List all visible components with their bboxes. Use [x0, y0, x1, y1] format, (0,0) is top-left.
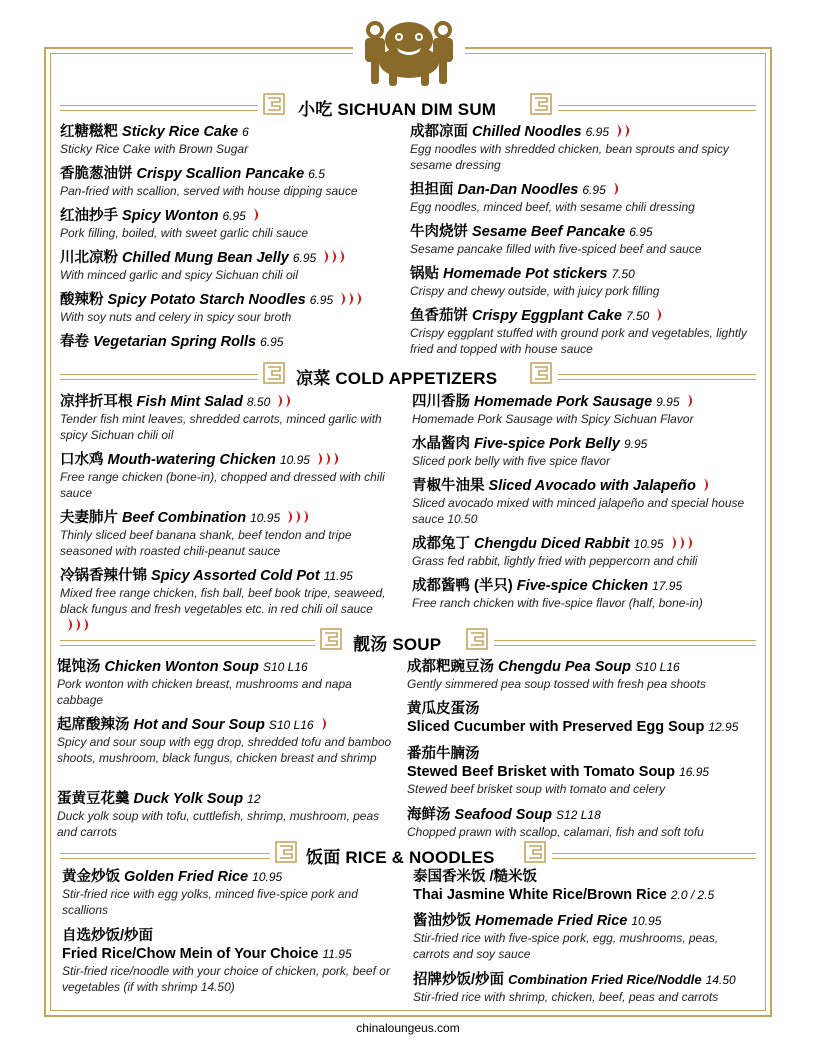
chili-pepper-icon [339, 249, 346, 264]
chili-pepper-icon [321, 716, 328, 731]
menu-item: 水晶酱肉 Five-spice Pork Belly 9.95 Sliced pork belly with five spice flavor [412, 436, 648, 468]
menu-item: 鱼香茄饼 Crispy Eggplant Cake 7.50 Crispy eggplant stuffed with ground pork and vegetables, lightly fried and topped with house sauce [410, 308, 747, 356]
chili-pepper-icon [325, 451, 332, 466]
spicy-level [320, 716, 328, 734]
section-title: 饭面 RICE & NOODLES [306, 848, 495, 867]
chili-pepper-icon [687, 393, 694, 408]
chili-pepper-icon [348, 291, 355, 306]
restaurant-logo [353, 10, 465, 90]
chili-pepper-icon [656, 307, 663, 322]
section-header-dim-sum [60, 95, 756, 119]
ornament-icon [466, 628, 488, 650]
ornament-icon [275, 841, 297, 863]
menu-item: 黄瓜皮蛋汤 Sliced Cucumber with Preserved Egg Soup 12.95 [407, 701, 739, 735]
chili-pepper-icon [356, 291, 363, 306]
menu-item: 夫妻肺片 Beef Combination 10.95 Thinly sliced beef banana shank, beef tendon and tripe seasoned with roasted chili-peanut sauce [60, 510, 352, 558]
menu-item: 成都粑豌豆汤 Chengdu Pea Soup S10 L16 Gently simmered pea soup tossed with fresh pea shoots [407, 659, 706, 691]
chili-pepper-icon [323, 249, 330, 264]
chili-pepper-icon [616, 123, 623, 138]
menu-item: 凉拌折耳根 Fish Mint Salad 8.50 Tender fish mint leaves, shredded carrots, minced garlic with spicy Sichuan chili oil [60, 394, 382, 442]
chili-pepper-icon [333, 451, 340, 466]
section-title: 凉菜 COLD APPETIZERS [296, 369, 498, 388]
menu-item: 成都凉面 Chilled Noodles 6.95 Egg noodles with shredded chicken, bean sprouts and spicy sesame dressing [410, 124, 729, 172]
menu-item: 成都兔丁 Chengdu Diced Rabbit 10.95 Grass fed rabbit, lightly fried with peppercorn and chili [412, 536, 698, 568]
chili-pepper-icon [624, 123, 631, 138]
chili-pepper-icon [340, 291, 347, 306]
spicy-level [322, 249, 346, 267]
menu-item: 担担面 Dan-Dan Noodles 6.95 Egg noodles, minced beef, with sesame chili dressing [410, 182, 695, 214]
ornament-icon [263, 93, 285, 115]
menu-item: 春卷 Vegetarian Spring Rolls 6.95 [60, 334, 284, 350]
spicy-level [316, 451, 340, 469]
menu-item: 成都酱鸭 (半只) Five-spice Chicken 17.95 Free ranch chicken with five-spice flavor (half, bone-in) [412, 578, 703, 610]
menu-item: 冷锅香辣什锦 Spicy Assorted Cold Pot 11.95 Mixed free range chicken, fish ball, beef book tripe, seaweed, black fungus and fresh vegetables etc. in red chili oil sauce [60, 567, 400, 634]
chili-pepper-icon [295, 509, 302, 524]
menu-item: 起席酸辣汤 Hot and Sour Soup S10 L16 Spicy and sour soup with egg drop, shredded tofu and bamboo shoots, mushroom, black fungus, chicken breast and shrimp [57, 717, 392, 765]
ornament-icon [530, 93, 552, 115]
spicy-level [670, 535, 694, 553]
spicy-level [615, 123, 631, 141]
chili-pepper-icon [679, 535, 686, 550]
lion-dance-logo-icon [353, 10, 465, 90]
spicy-level [686, 393, 694, 411]
menu-item: 酱油炒饭 Homemade Fried Rice 10.95 Stir-fried rice with five-spice pork, egg, mushrooms, peas, carrots and soy sauce [413, 913, 719, 961]
chili-pepper-icon [703, 477, 710, 492]
menu-item: 馄饨汤 Chicken Wonton Soup S10 L16 Pork wonton with chicken breast, mushrooms and napa cabbage [57, 659, 352, 707]
menu-item: 青椒牛油果 Sliced Avocado with Jalapeño Sliced avocado mixed with minced jalapeño and special house sauce 10.50 [412, 478, 745, 526]
chili-pepper-icon [277, 393, 284, 408]
chili-pepper-icon [613, 181, 620, 196]
chili-pepper-icon [287, 509, 294, 524]
section-header-rice-noodles [60, 843, 756, 867]
website-footer: chinaloungeus.com [356, 1021, 460, 1035]
spicy-level [702, 477, 710, 495]
menu-item: 海鲜汤 Seafood Soup S12 L18 Chopped prawn with scallop, calamari, fish and soft tofu [407, 807, 704, 839]
chili-pepper-icon [285, 393, 292, 408]
chili-pepper-icon [331, 249, 338, 264]
spicy-level [612, 181, 620, 199]
chili-pepper-icon [671, 535, 678, 550]
menu-item: 牛肉烧饼 Sesame Beef Pancake 6.95 Sesame pancake filled with five-spiced beef and sauce [410, 224, 702, 256]
chili-pepper-icon [75, 617, 82, 632]
ornament-icon [263, 362, 285, 384]
spicy-level [286, 509, 310, 527]
menu-item: 蛋黄豆花羹 Duck Yolk Soup 12 Duck yolk soup with tofu, cuttlefish, shrimp, mushroom, peas and carrots [57, 791, 380, 839]
menu-item: 四川香肠 Homemade Pork Sausage 9.95 Homemade Pork Sausage with Spicy Sichuan Flavor [412, 394, 694, 426]
menu-item: 川北凉粉 Chilled Mung Bean Jelly 6.95 With minced garlic and spicy Sichuan chili oil [60, 249, 400, 283]
menu-item: 泰国香米饭 /糙米饭 Thai Jasmine White Rice/Brown Rice 2.0 / 2.5 [413, 869, 715, 903]
chili-pepper-icon [317, 451, 324, 466]
ornament-icon [524, 841, 546, 863]
chili-pepper-icon [303, 509, 310, 524]
spicy-level [276, 393, 292, 411]
spicy-level [66, 617, 90, 634]
spicy-level [252, 207, 260, 225]
menu-item: 红油抄手 Spicy Wonton 6.95 Pork filling, boiled, with sweet garlic chili sauce [60, 208, 309, 240]
ornament-icon [530, 362, 552, 384]
menu-item: 香脆葱油饼 Crispy Scallion Pancake 6.5 Pan-fried with scallion, served with house dipping sauce [60, 166, 358, 198]
menu-item: 口水鸡 Mouth-watering Chicken 10.95 Free range chicken (bone-in), chopped and dressed with chili sauce [60, 452, 385, 500]
menu-item: 黄金炒饭 Golden Fried Rice 10.95 Stir-fried rice with egg yolks, minced five-spice pork and scallions [62, 869, 358, 917]
chili-pepper-icon [67, 617, 74, 632]
section-header-cold-appetizers [60, 364, 756, 388]
menu-item: 锅贴 Homemade Pot stickers 7.50 Crispy and chewy outside, with juicy pork filling [410, 266, 660, 298]
chili-pepper-icon [687, 535, 694, 550]
menu-item: 酸辣粉 Spicy Potato Starch Noodles 6.95 With soy nuts and celery in spicy sour broth [60, 291, 400, 325]
chili-pepper-icon [253, 207, 260, 222]
menu-item: 招牌炒饭/炒面 Combination Fried Rice/Noddle 14.50 Stir-fried rice with shrimp, chicken, beef, peas and carrots [413, 972, 736, 1004]
menu-item: 番茄牛腩汤 Stewed Beef Brisket with Tomato Soup 16.95 Stewed beef brisket soup with tomato and celery [407, 746, 710, 796]
spicy-level [339, 291, 363, 309]
section-title: 靓汤 SOUP [353, 635, 442, 654]
menu-item: 红糖糍粑 Sticky Rice Cake 6 Sticky Rice Cake with Brown Sugar [60, 124, 249, 156]
chili-pepper-icon [83, 617, 90, 632]
menu-item: 自选炒饭/炒面 Fried Rice/Chow Mein of Your Choice 11.95 Stir-fried rice/noodle with your choice of chicken, pork, beef or vegetables (if with shrimp 14.50) [62, 928, 390, 994]
section-title: 小吃 SICHUAN DIM SUM [298, 100, 497, 119]
spicy-level [655, 307, 663, 325]
